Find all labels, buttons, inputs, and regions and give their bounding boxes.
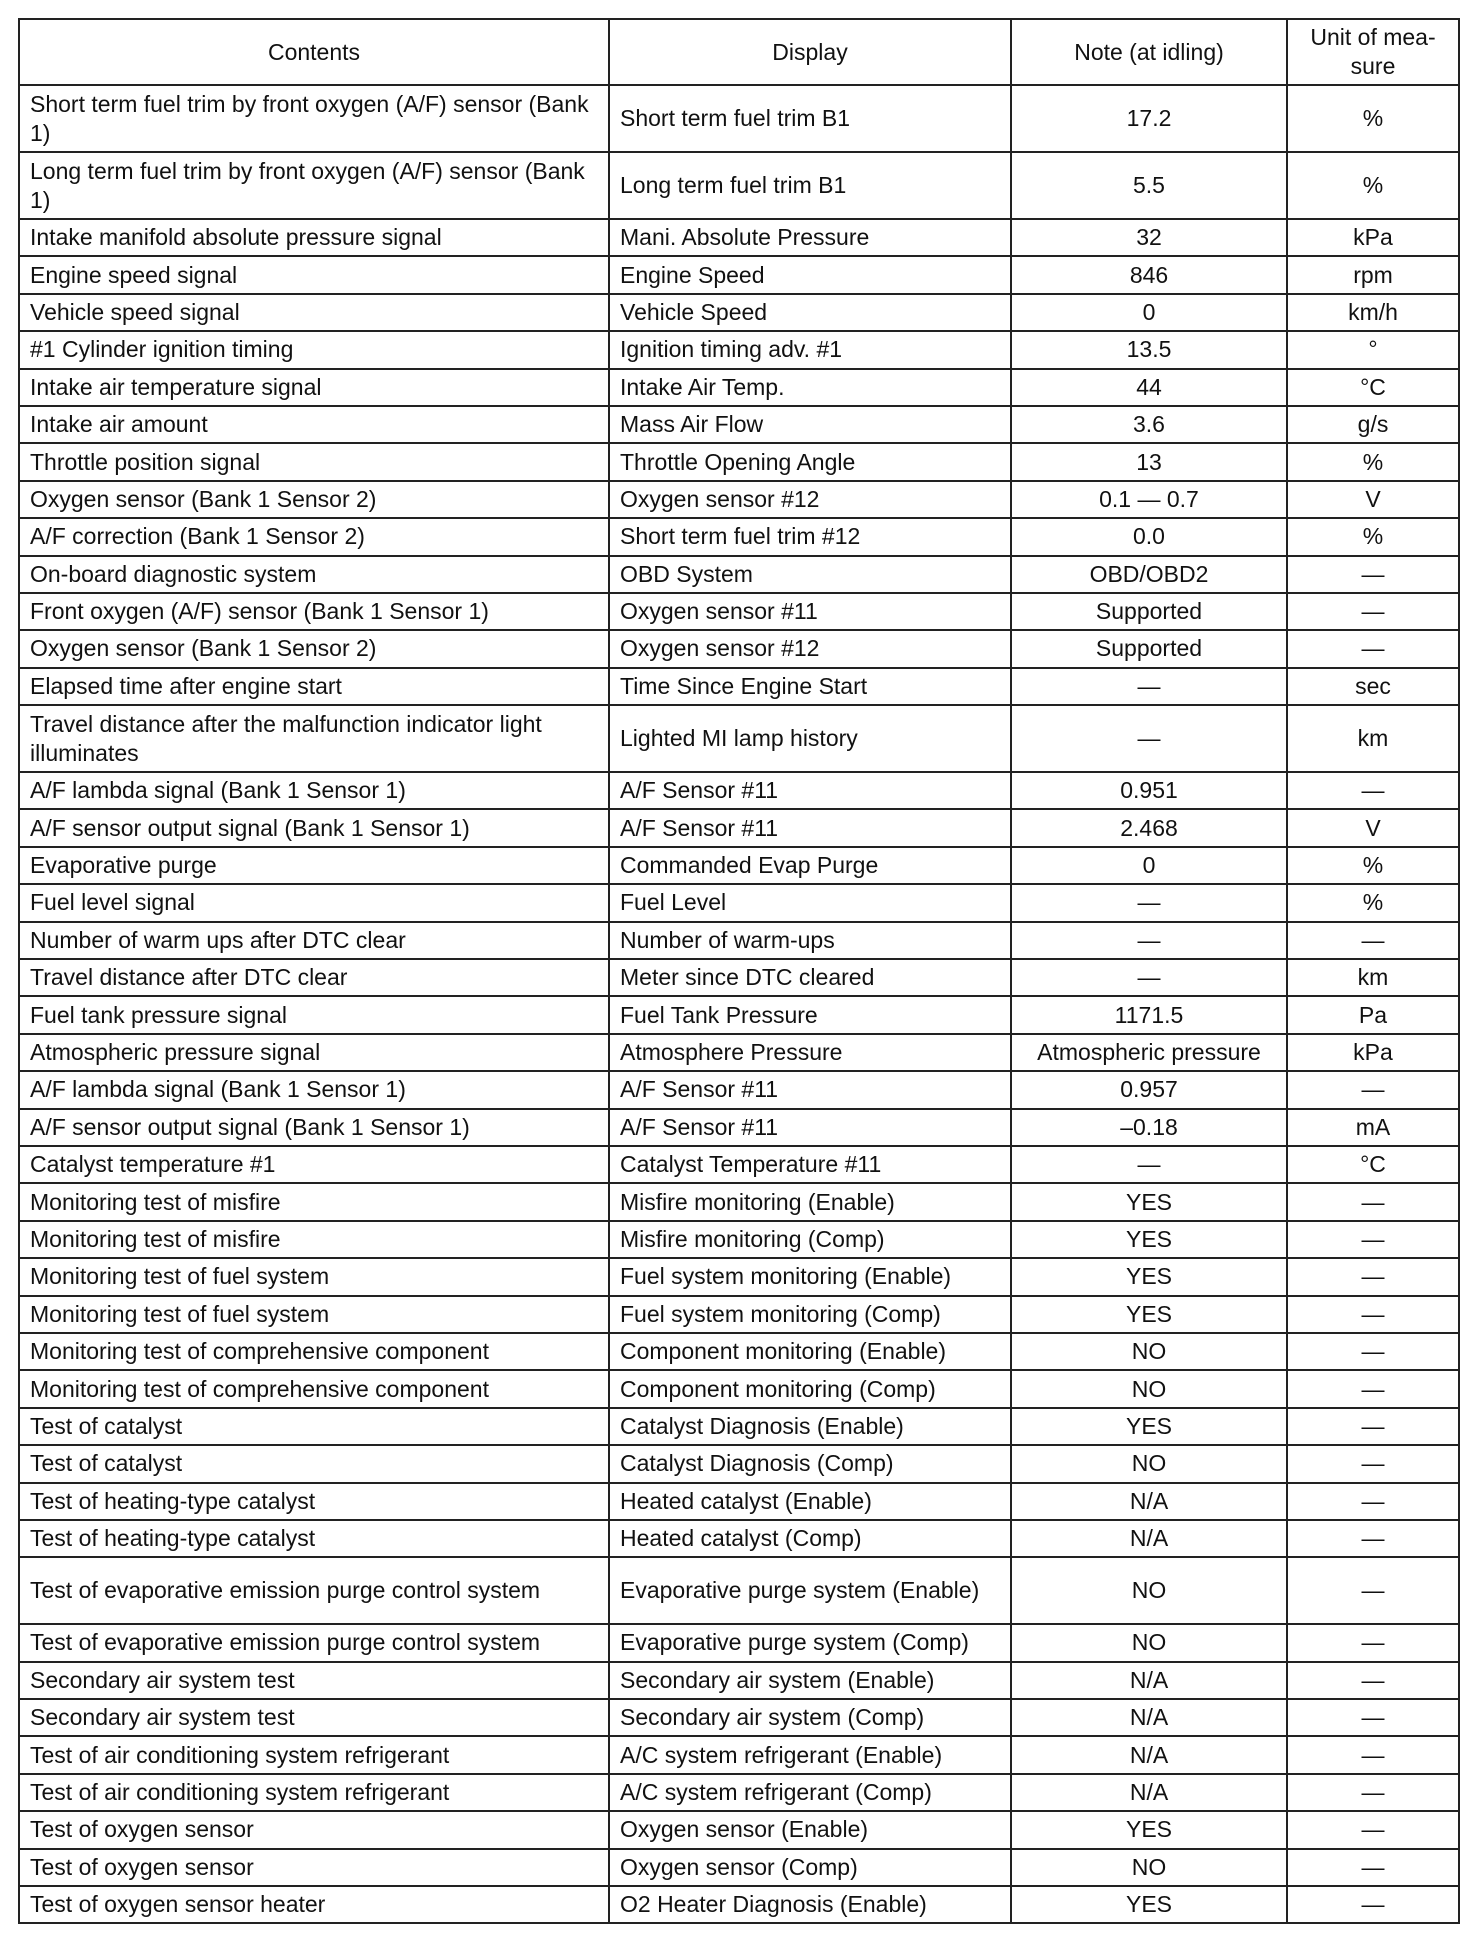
cell-note: YES [1011,1258,1287,1295]
table-row [19,959,1459,996]
cell-contents: Intake manifold absolute pressure signal [19,219,609,256]
cell-unit: — [1287,1221,1459,1258]
cell-display: Ignition timing adv. #1 [609,331,1011,368]
table-row [19,1736,1459,1773]
header-display: Display [609,19,1011,85]
cell-display: Evaporative purge system (Enable) [609,1557,1011,1624]
cell-display: O2 Heater Diagnosis (Enable) [609,1886,1011,1923]
table-row [19,152,1459,219]
cell-note: NO [1011,1849,1287,1886]
cell-unit: — [1287,1736,1459,1773]
cell-unit: kPa [1287,219,1459,256]
table-header [19,19,1459,85]
table-row [19,331,1459,368]
table-row [19,556,1459,593]
cell-contents: Fuel level signal [19,884,609,921]
cell-unit: — [1287,1774,1459,1811]
cell-contents: A/F lambda signal (Bank 1 Sensor 1) [19,772,609,809]
header-row [19,19,1459,85]
cell-display: Oxygen sensor #11 [609,593,1011,630]
cell-note: 44 [1011,369,1287,406]
cell-note: 2.468 [1011,809,1287,846]
cell-note: 0.957 [1011,1071,1287,1108]
cell-unit: — [1287,1520,1459,1557]
table-row [19,1445,1459,1482]
cell-display: Intake Air Temp. [609,369,1011,406]
cell-display: Misfire monitoring (Comp) [609,1221,1011,1258]
cell-contents: Monitoring test of comprehensive component [19,1370,609,1407]
cell-display: Catalyst Diagnosis (Enable) [609,1408,1011,1445]
cell-display: Mani. Absolute Pressure [609,219,1011,256]
cell-contents: Oxygen sensor (Bank 1 Sensor 2) [19,481,609,518]
cell-note: Atmospheric pressure [1011,1034,1287,1071]
table-row [19,294,1459,331]
cell-unit: % [1287,152,1459,219]
cell-note: N/A [1011,1662,1287,1699]
cell-contents: Test of oxygen sensor heater [19,1886,609,1923]
cell-display: Component monitoring (Enable) [609,1333,1011,1370]
table-row [19,1146,1459,1183]
cell-contents: Evaporative purge [19,847,609,884]
cell-display: Throttle Opening Angle [609,443,1011,480]
cell-contents: Intake air amount [19,406,609,443]
cell-contents: Test of evaporative emission purge control system [19,1624,609,1661]
table-row [19,1520,1459,1557]
cell-unit: — [1287,1333,1459,1370]
table-row [19,1183,1459,1220]
table-row [19,1774,1459,1811]
cell-unit: % [1287,443,1459,480]
cell-note: 32 [1011,219,1287,256]
cell-contents: #1 Cylinder ignition timing [19,331,609,368]
cell-display: Oxygen sensor #12 [609,481,1011,518]
cell-contents: A/F sensor output signal (Bank 1 Sensor 1) [19,1109,609,1146]
cell-contents: Travel distance after the malfunction indicator light illuminates [19,705,609,772]
cell-contents: Vehicle speed signal [19,294,609,331]
table-row [19,443,1459,480]
cell-contents: A/F correction (Bank 1 Sensor 2) [19,518,609,555]
cell-note: 5.5 [1011,152,1287,219]
table-row [19,1258,1459,1295]
cell-unit: — [1287,772,1459,809]
cell-unit: — [1287,1886,1459,1923]
cell-unit: km [1287,959,1459,996]
cell-note: YES [1011,1296,1287,1333]
table-row [19,219,1459,256]
cell-note: — [1011,922,1287,959]
cell-unit: — [1287,1557,1459,1624]
cell-contents: Test of heating-type catalyst [19,1520,609,1557]
table-row [19,593,1459,630]
cell-unit: — [1287,1811,1459,1848]
cell-contents: Travel distance after DTC clear [19,959,609,996]
table-row [19,1811,1459,1848]
cell-contents: Front oxygen (A/F) sensor (Bank 1 Sensor 1) [19,593,609,630]
cell-unit: rpm [1287,256,1459,293]
cell-display: Component monitoring (Comp) [609,1370,1011,1407]
table-row [19,369,1459,406]
table-row [19,1296,1459,1333]
cell-unit: % [1287,85,1459,152]
cell-unit: °C [1287,369,1459,406]
cell-contents: Monitoring test of misfire [19,1183,609,1220]
cell-unit: — [1287,593,1459,630]
cell-unit: sec [1287,668,1459,705]
cell-contents: Test of air conditioning system refrigerant [19,1736,609,1773]
table-row [19,996,1459,1033]
cell-unit: — [1287,1071,1459,1108]
table-row [19,1886,1459,1923]
cell-display: A/F Sensor #11 [609,809,1011,846]
cell-contents: A/F sensor output signal (Bank 1 Sensor 1) [19,809,609,846]
cell-contents: Throttle position signal [19,443,609,480]
table-row [19,705,1459,772]
cell-note: — [1011,705,1287,772]
cell-note: 13 [1011,443,1287,480]
cell-display: A/C system refrigerant (Enable) [609,1736,1011,1773]
cell-unit: km/h [1287,294,1459,331]
cell-display: Oxygen sensor #12 [609,630,1011,667]
cell-note: –0.18 [1011,1109,1287,1146]
cell-contents: Monitoring test of fuel system [19,1258,609,1295]
cell-note: Supported [1011,593,1287,630]
table-row [19,481,1459,518]
cell-contents: Catalyst temperature #1 [19,1146,609,1183]
table-row [19,1109,1459,1146]
table-row [19,630,1459,667]
cell-unit: — [1287,922,1459,959]
table-row [19,518,1459,555]
cell-note: YES [1011,1811,1287,1848]
cell-note: NO [1011,1370,1287,1407]
cell-contents: Oxygen sensor (Bank 1 Sensor 2) [19,630,609,667]
cell-display: Fuel system monitoring (Enable) [609,1258,1011,1295]
cell-unit: — [1287,1699,1459,1736]
cell-contents: Long term fuel trim by front oxygen (A/F) sensor (Bank 1) [19,152,609,219]
cell-note: — [1011,959,1287,996]
cell-note: N/A [1011,1699,1287,1736]
cell-note: YES [1011,1886,1287,1923]
cell-display: Number of warm-ups [609,922,1011,959]
cell-unit: — [1287,1408,1459,1445]
table-row [19,1408,1459,1445]
cell-unit: — [1287,1662,1459,1699]
table-row [19,256,1459,293]
cell-contents: Secondary air system test [19,1699,609,1736]
cell-display: A/C system refrigerant (Comp) [609,1774,1011,1811]
cell-unit: ° [1287,331,1459,368]
cell-contents: Test of heating-type catalyst [19,1483,609,1520]
cell-note: YES [1011,1408,1287,1445]
cell-note: 0.1 — 0.7 [1011,481,1287,518]
cell-note: 17.2 [1011,85,1287,152]
cell-contents: Fuel tank pressure signal [19,996,609,1033]
table-row [19,668,1459,705]
cell-contents: Number of warm ups after DTC clear [19,922,609,959]
table-row [19,1370,1459,1407]
table-row [19,922,1459,959]
cell-note: OBD/OBD2 [1011,556,1287,593]
cell-display: Lighted MI lamp history [609,705,1011,772]
cell-display: Fuel system monitoring (Comp) [609,1296,1011,1333]
table-row [19,1333,1459,1370]
cell-unit: % [1287,884,1459,921]
cell-note: 0.0 [1011,518,1287,555]
cell-display: Atmosphere Pressure [609,1034,1011,1071]
cell-display: Secondary air system (Comp) [609,1699,1011,1736]
cell-note: YES [1011,1221,1287,1258]
table-row [19,85,1459,152]
cell-display: OBD System [609,556,1011,593]
cell-note: N/A [1011,1520,1287,1557]
cell-contents: Secondary air system test [19,1662,609,1699]
cell-display: Vehicle Speed [609,294,1011,331]
table-row [19,406,1459,443]
cell-display: Fuel Level [609,884,1011,921]
cell-display: A/F Sensor #11 [609,1109,1011,1146]
cell-display: Misfire monitoring (Enable) [609,1183,1011,1220]
cell-display: Catalyst Temperature #11 [609,1146,1011,1183]
cell-note: NO [1011,1445,1287,1482]
cell-unit: — [1287,1296,1459,1333]
cell-unit: % [1287,518,1459,555]
cell-display: Engine Speed [609,256,1011,293]
cell-contents: Atmospheric pressure signal [19,1034,609,1071]
cell-contents: On-board diagnostic system [19,556,609,593]
cell-note: NO [1011,1624,1287,1661]
cell-unit: % [1287,847,1459,884]
cell-contents: Monitoring test of fuel system [19,1296,609,1333]
cell-unit: kPa [1287,1034,1459,1071]
cell-note: N/A [1011,1774,1287,1811]
cell-display: Fuel Tank Pressure [609,996,1011,1033]
cell-display: Evaporative purge system (Comp) [609,1624,1011,1661]
table-row [19,1034,1459,1071]
cell-unit: mA [1287,1109,1459,1146]
table-row [19,1221,1459,1258]
cell-display: Long term fuel trim B1 [609,152,1011,219]
cell-note: N/A [1011,1483,1287,1520]
cell-note: 3.6 [1011,406,1287,443]
cell-unit: — [1287,1183,1459,1220]
cell-contents: Test of catalyst [19,1445,609,1482]
cell-unit: — [1287,1258,1459,1295]
cell-contents: Monitoring test of comprehensive component [19,1333,609,1370]
cell-unit: V [1287,481,1459,518]
cell-unit: — [1287,1624,1459,1661]
cell-display: Oxygen sensor (Comp) [609,1849,1011,1886]
cell-unit: — [1287,1370,1459,1407]
cell-note: 0 [1011,847,1287,884]
cell-display: Oxygen sensor (Enable) [609,1811,1011,1848]
table-row [19,884,1459,921]
cell-contents: A/F lambda signal (Bank 1 Sensor 1) [19,1071,609,1108]
cell-contents: Engine speed signal [19,256,609,293]
cell-display: A/F Sensor #11 [609,772,1011,809]
cell-contents: Test of air conditioning system refrigerant [19,1774,609,1811]
cell-display: Short term fuel trim #12 [609,518,1011,555]
cell-display: Commanded Evap Purge [609,847,1011,884]
table-row [19,1849,1459,1886]
cell-note: YES [1011,1183,1287,1220]
cell-contents: Test of oxygen sensor [19,1849,609,1886]
data-monitor-table [18,18,1460,1924]
table-row [19,1483,1459,1520]
cell-contents: Test of evaporative emission purge control system [19,1557,609,1624]
table-row [19,772,1459,809]
cell-unit: — [1287,1849,1459,1886]
cell-contents: Test of oxygen sensor [19,1811,609,1848]
header-unit: Unit of mea-sure [1287,19,1459,85]
table-row [19,1624,1459,1661]
table-row [19,847,1459,884]
cell-display: Meter since DTC cleared [609,959,1011,996]
table-row [19,809,1459,846]
cell-note: 13.5 [1011,331,1287,368]
cell-note: N/A [1011,1736,1287,1773]
cell-unit: °C [1287,1146,1459,1183]
cell-note: 846 [1011,256,1287,293]
cell-contents: Test of catalyst [19,1408,609,1445]
cell-note: — [1011,668,1287,705]
cell-unit: — [1287,1445,1459,1482]
cell-note: — [1011,884,1287,921]
cell-note: 0.951 [1011,772,1287,809]
cell-contents: Monitoring test of misfire [19,1221,609,1258]
cell-unit: V [1287,809,1459,846]
cell-unit: Pa [1287,996,1459,1033]
cell-unit: — [1287,556,1459,593]
table-row [19,1699,1459,1736]
cell-contents: Elapsed time after engine start [19,668,609,705]
table-row [19,1071,1459,1108]
cell-display: Time Since Engine Start [609,668,1011,705]
cell-display: Mass Air Flow [609,406,1011,443]
table-row [19,1662,1459,1699]
cell-display: Heated catalyst (Enable) [609,1483,1011,1520]
header-contents: Contents [19,19,609,85]
header-note: Note (at idling) [1011,19,1287,85]
cell-unit: — [1287,1483,1459,1520]
cell-display: Heated catalyst (Comp) [609,1520,1011,1557]
cell-display: Secondary air system (Enable) [609,1662,1011,1699]
cell-contents: Intake air temperature signal [19,369,609,406]
table-row [19,1557,1459,1624]
cell-note: 1171.5 [1011,996,1287,1033]
cell-note: NO [1011,1557,1287,1624]
cell-note: Supported [1011,630,1287,667]
table-body [19,85,1459,1923]
cell-display: Catalyst Diagnosis (Comp) [609,1445,1011,1482]
cell-contents: Short term fuel trim by front oxygen (A/F) sensor (Bank 1) [19,85,609,152]
cell-unit: g/s [1287,406,1459,443]
document-sheet [18,18,1458,1924]
cell-unit: — [1287,630,1459,667]
cell-note: — [1011,1146,1287,1183]
cell-display: A/F Sensor #11 [609,1071,1011,1108]
cell-unit: km [1287,705,1459,772]
cell-display: Short term fuel trim B1 [609,85,1011,152]
cell-note: 0 [1011,294,1287,331]
cell-note: NO [1011,1333,1287,1370]
